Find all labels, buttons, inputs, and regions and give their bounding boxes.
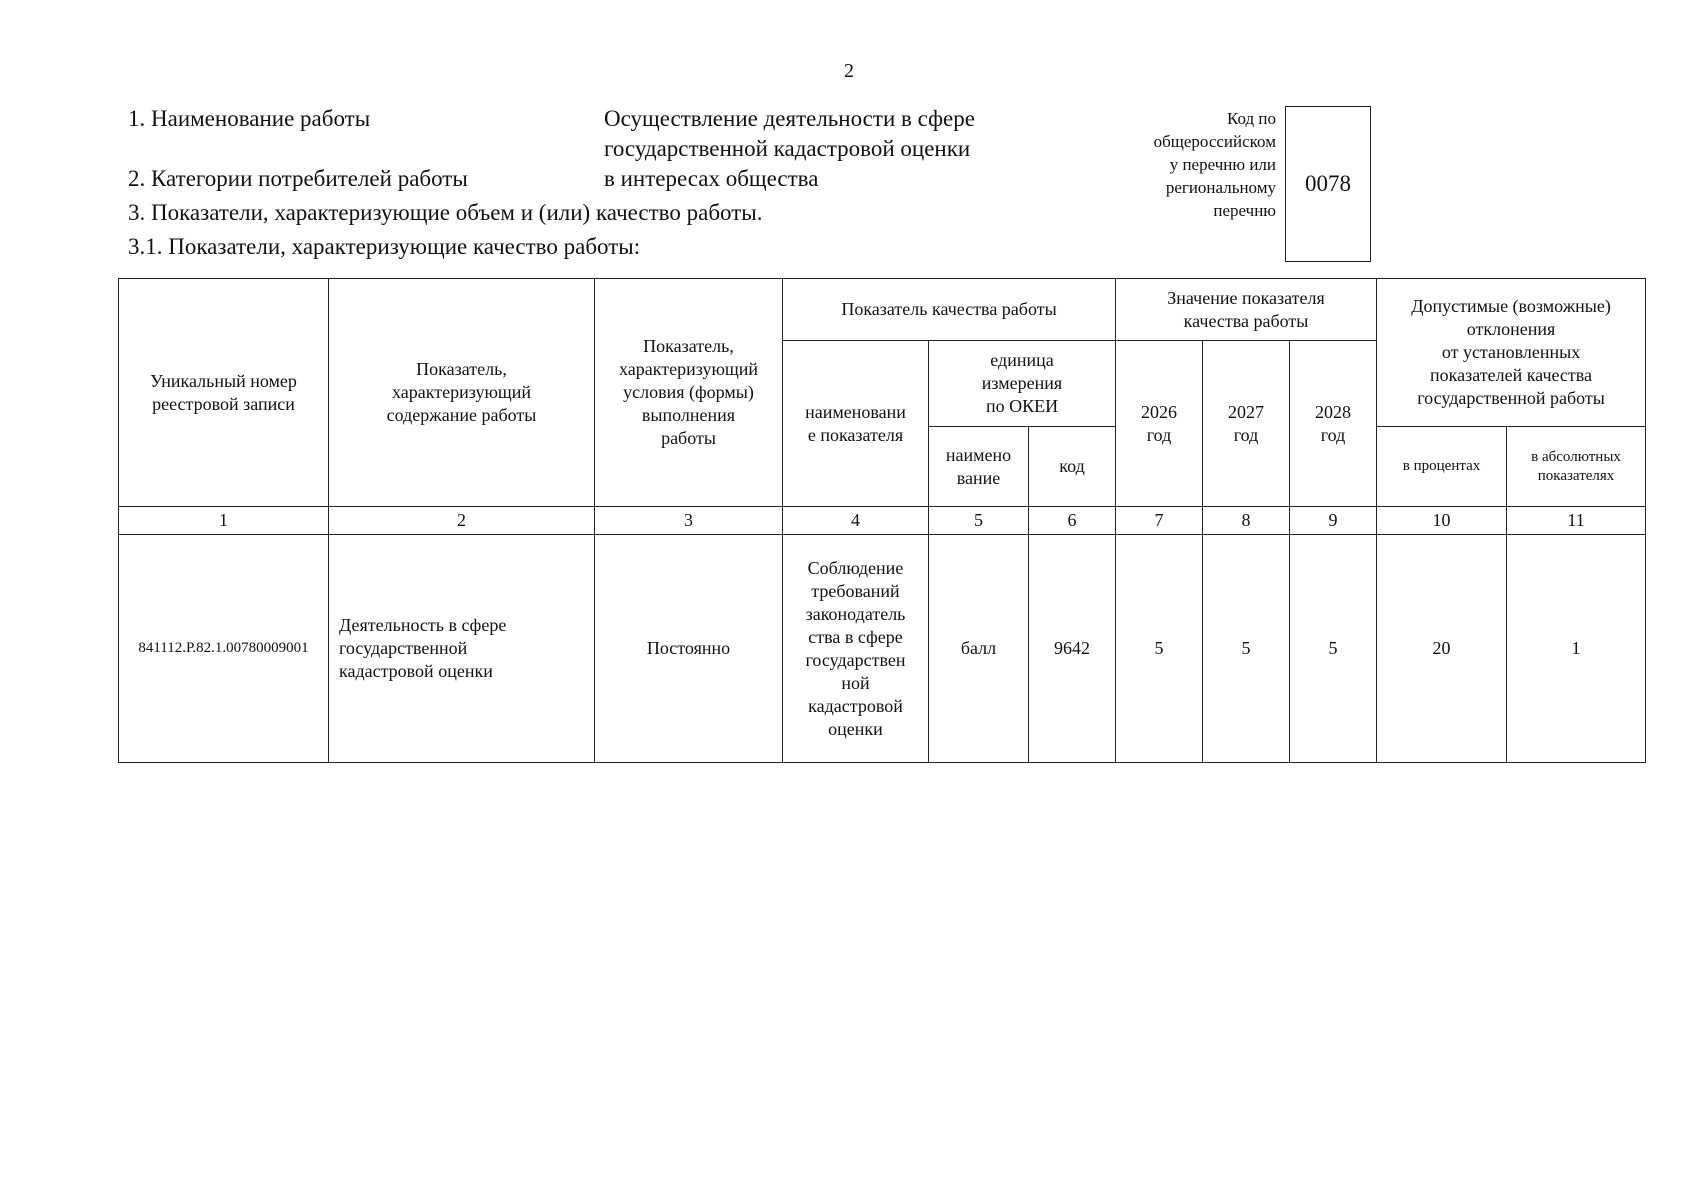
- column-number: 2: [329, 507, 595, 535]
- condition-cell: Постоянно: [595, 535, 783, 763]
- work-name-label: 1. Наименование работы: [128, 106, 371, 131]
- header-unit-code: код: [1029, 427, 1116, 507]
- header-content-indicator: Показатель, характеризующий содержание работы: [329, 279, 595, 507]
- consumer-category-label: 2. Категории потребителей работы: [128, 166, 468, 191]
- column-number: 3: [595, 507, 783, 535]
- column-numbers-row: [119, 507, 1646, 535]
- deviation-absolute-cell: 1: [1507, 535, 1646, 763]
- header-in-percent: в процентах: [1377, 427, 1507, 507]
- header-conditions-indicator: Показатель, характеризующий условия (формы) выполнения работы: [595, 279, 783, 507]
- header-year-2026: 2026 год: [1116, 341, 1203, 507]
- value-2028-cell: 5: [1290, 535, 1377, 763]
- header-unique-number: Уникальный номер реестровой записи: [119, 279, 329, 507]
- header-in-absolute: в абсолютных показателях: [1507, 427, 1646, 507]
- column-number: 7: [1116, 507, 1203, 535]
- header-year-2028: 2028 год: [1290, 341, 1377, 507]
- table-row: [119, 535, 1646, 763]
- column-number: 9: [1290, 507, 1377, 535]
- header-year-2027: 2027 год: [1203, 341, 1290, 507]
- value-2027-cell: 5: [1203, 535, 1290, 763]
- quality-indicators-table: [118, 278, 1646, 763]
- column-number: 5: [929, 507, 1029, 535]
- content-cell: Деятельность в сфере государственной кадастровой оценки: [329, 535, 595, 763]
- unit-code-cell: 9642: [1029, 535, 1116, 763]
- page-number: 2: [844, 60, 854, 82]
- code-value: 0078: [1305, 171, 1351, 196]
- indicator-cell: Соблюдение требований законодатель ства в сфере государствен ной кадастровой оценки: [783, 535, 929, 763]
- registry-number-cell: 841112.Р.82.1.00780009001: [119, 535, 329, 763]
- header-allowed-deviation: Допустимые (возможные) отклонения от установленных показателей качества государственной работы: [1377, 279, 1646, 427]
- column-number: 11: [1507, 507, 1646, 535]
- value-2026-cell: 5: [1116, 535, 1203, 763]
- header-quality-indicator: Показатель качества работы: [783, 279, 1116, 341]
- header-unit-okei: единица измерения по ОКЕИ: [929, 341, 1116, 427]
- column-number: 6: [1029, 507, 1116, 535]
- section-3-heading: 3. Показатели, характеризующие объем и (или) качество работы.: [128, 200, 763, 225]
- column-number: 8: [1203, 507, 1290, 535]
- code-box: [1285, 106, 1371, 262]
- code-label: Код по общероссийском у перечню или региональному перечню: [1153, 109, 1276, 220]
- column-number: 1: [119, 507, 329, 535]
- section-3-1-heading: 3.1. Показатели, характеризующие качество работы:: [128, 234, 641, 259]
- header-indicator-value: Значение показателя качества работы: [1116, 279, 1377, 341]
- column-number: 10: [1377, 507, 1507, 535]
- header-unit-name: наимено вание: [929, 427, 1029, 507]
- work-name-value: Осуществление деятельности в сфере государственной кадастровой оценки в интересах общества: [604, 106, 975, 191]
- unit-name-cell: балл: [929, 535, 1029, 763]
- header-indicator-name: наименовани е показателя: [783, 341, 929, 507]
- deviation-percent-cell: 20: [1377, 535, 1507, 763]
- column-number: 4: [783, 507, 929, 535]
